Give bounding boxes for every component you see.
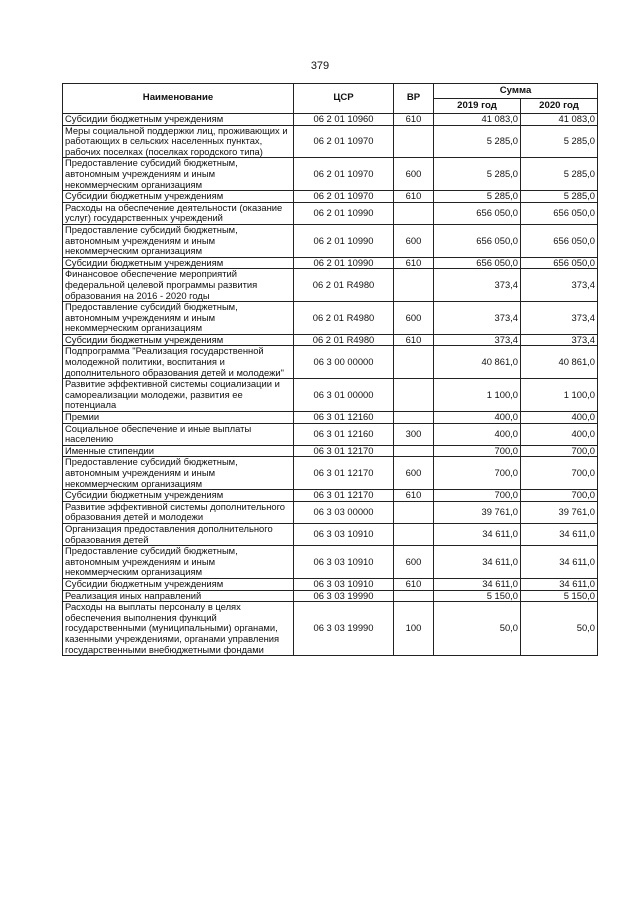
row-csr: 06 2 01 10970	[294, 191, 394, 203]
table-row	[63, 445, 598, 457]
row-csr: 06 3 01 12170	[294, 457, 394, 490]
row-name: Меры социальной поддержки лиц, проживающих и работающих в сельских населенных пунктах, рабочих поселках (поселках городского типа)	[63, 125, 294, 158]
header-2020: 2020 год	[521, 99, 598, 114]
row-csr: 06 2 01 10970	[294, 125, 394, 158]
row-sum-2020: 656 050,0	[521, 202, 598, 224]
row-sum-2020: 5 150,0	[521, 590, 598, 602]
table-row	[63, 457, 598, 490]
row-sum-2020: 656 050,0	[521, 224, 598, 257]
row-name: Предоставление субсидий бюджетным, автономным учреждениям и иным некоммерческим организациям	[63, 546, 294, 579]
row-sum-2019: 373,4	[434, 302, 521, 335]
row-name: Финансовое обеспечение мероприятий федеральной целевой программы развития образования на 2016 - 2020 годы	[63, 269, 294, 302]
table-row	[63, 602, 598, 656]
row-csr: 06 2 01 10990	[294, 257, 394, 269]
row-sum-2019: 5 285,0	[434, 191, 521, 203]
row-name: Расходы на выплаты персоналу в целях обеспечения выполнения функций государственными (муниципальными) органами, казенными учреждениями, органами управления государственными внебюджетными фондами	[63, 602, 294, 656]
row-name: Субсидии бюджетным учреждениям	[63, 191, 294, 203]
row-vr: 600	[394, 546, 434, 579]
row-sum-2019: 5 285,0	[434, 125, 521, 158]
row-sum-2020: 700,0	[521, 457, 598, 490]
row-sum-2020: 700,0	[521, 490, 598, 502]
row-vr	[394, 379, 434, 412]
table-row	[63, 501, 598, 523]
table-row	[63, 523, 598, 545]
row-sum-2020: 5 285,0	[521, 125, 598, 158]
row-name: Именные стипендии	[63, 445, 294, 457]
header-name: Наименование	[63, 84, 294, 114]
table-row	[63, 346, 598, 379]
table-row	[63, 379, 598, 412]
row-vr: 610	[394, 334, 434, 346]
row-sum-2020: 373,4	[521, 269, 598, 302]
row-sum-2019: 400,0	[434, 412, 521, 424]
row-csr: 06 3 01 12170	[294, 445, 394, 457]
row-csr: 06 3 01 00000	[294, 379, 394, 412]
row-name: Расходы на обеспечение деятельности (оказание услуг) государственных учреждений	[63, 202, 294, 224]
table-row	[63, 546, 598, 579]
row-name: Социальное обеспечение и иные выплаты населению	[63, 423, 294, 445]
budget-table	[62, 83, 598, 656]
row-vr	[394, 590, 434, 602]
table-row	[63, 578, 598, 590]
row-vr: 600	[394, 457, 434, 490]
row-vr: 610	[394, 114, 434, 126]
row-sum-2019: 34 611,0	[434, 546, 521, 579]
row-vr	[394, 269, 434, 302]
row-sum-2020: 50,0	[521, 602, 598, 656]
header-2019: 2019 год	[434, 99, 521, 114]
row-csr: 06 3 03 19990	[294, 602, 394, 656]
row-vr: 300	[394, 423, 434, 445]
table-row	[63, 590, 598, 602]
row-sum-2019: 39 761,0	[434, 501, 521, 523]
row-name: Организация предоставления дополнительного образования детей	[63, 523, 294, 545]
row-sum-2019: 700,0	[434, 457, 521, 490]
row-csr: 06 2 01 10970	[294, 158, 394, 191]
row-name: Развитие эффективной системы дополнительного образования детей и молодежи	[63, 501, 294, 523]
table-row	[63, 423, 598, 445]
row-vr	[394, 523, 434, 545]
table-row	[63, 191, 598, 203]
row-sum-2020: 34 611,0	[521, 578, 598, 590]
row-sum-2020: 34 611,0	[521, 546, 598, 579]
row-vr: 610	[394, 191, 434, 203]
table-row	[63, 334, 598, 346]
table-row	[63, 412, 598, 424]
row-csr: 06 3 03 19990	[294, 590, 394, 602]
row-sum-2019: 41 083,0	[434, 114, 521, 126]
row-name: Субсидии бюджетным учреждениям	[63, 257, 294, 269]
row-sum-2019: 40 861,0	[434, 346, 521, 379]
row-sum-2019: 1 100,0	[434, 379, 521, 412]
table-row	[63, 269, 598, 302]
table-row	[63, 302, 598, 335]
row-sum-2019: 34 611,0	[434, 578, 521, 590]
row-sum-2020: 700,0	[521, 445, 598, 457]
row-vr: 600	[394, 224, 434, 257]
table-row	[63, 125, 598, 158]
row-vr: 600	[394, 158, 434, 191]
row-name: Предоставление субсидий бюджетным, автономным учреждениям и иным некоммерческим организациям	[63, 158, 294, 191]
row-csr: 06 3 03 10910	[294, 523, 394, 545]
row-vr: 100	[394, 602, 434, 656]
row-sum-2020: 400,0	[521, 412, 598, 424]
row-vr	[394, 412, 434, 424]
row-sum-2020: 656 050,0	[521, 257, 598, 269]
page-number: 379	[310, 60, 330, 72]
row-vr: 610	[394, 578, 434, 590]
row-csr: 06 3 01 12170	[294, 490, 394, 502]
row-name: Реализация иных направлений	[63, 590, 294, 602]
row-sum-2020: 1 100,0	[521, 379, 598, 412]
row-name: Субсидии бюджетным учреждениям	[63, 334, 294, 346]
row-sum-2019: 656 050,0	[434, 224, 521, 257]
row-csr: 06 2 01 10990	[294, 224, 394, 257]
header-vr: ВР	[394, 84, 434, 114]
row-name: Предоставление субсидий бюджетным, автономным учреждениям и иным некоммерческим организациям	[63, 457, 294, 490]
row-name: Предоставление субсидий бюджетным, автономным учреждениям и иным некоммерческим организациям	[63, 224, 294, 257]
row-csr: 06 2 01 10990	[294, 202, 394, 224]
row-sum-2019: 700,0	[434, 490, 521, 502]
row-name: Субсидии бюджетным учреждениям	[63, 578, 294, 590]
row-csr: 06 2 01 R4980	[294, 334, 394, 346]
row-sum-2019: 50,0	[434, 602, 521, 656]
row-sum-2019: 656 050,0	[434, 257, 521, 269]
row-sum-2019: 34 611,0	[434, 523, 521, 545]
row-csr: 06 3 00 00000	[294, 346, 394, 379]
row-vr	[394, 125, 434, 158]
row-csr: 06 3 01 12160	[294, 423, 394, 445]
table-row	[63, 490, 598, 502]
row-sum-2019: 5 150,0	[434, 590, 521, 602]
row-sum-2019: 700,0	[434, 445, 521, 457]
row-name: Субсидии бюджетным учреждениям	[63, 114, 294, 126]
table-row	[63, 114, 598, 126]
row-vr	[394, 346, 434, 379]
row-name: Развитие эффективной системы социализации и самореализации молодежи, развития ее потенциала	[63, 379, 294, 412]
row-csr: 06 2 01 R4980	[294, 269, 394, 302]
row-csr: 06 3 03 10910	[294, 578, 394, 590]
row-csr: 06 3 03 10910	[294, 546, 394, 579]
row-csr: 06 3 03 00000	[294, 501, 394, 523]
row-sum-2020: 41 083,0	[521, 114, 598, 126]
row-vr	[394, 445, 434, 457]
row-name: Субсидии бюджетным учреждениям	[63, 490, 294, 502]
row-vr: 610	[394, 257, 434, 269]
row-sum-2020: 39 761,0	[521, 501, 598, 523]
row-vr	[394, 202, 434, 224]
row-sum-2020: 400,0	[521, 423, 598, 445]
row-csr: 06 2 01 10960	[294, 114, 394, 126]
row-sum-2020: 34 611,0	[521, 523, 598, 545]
row-csr: 06 2 01 R4980	[294, 302, 394, 335]
row-name: Премии	[63, 412, 294, 424]
table-row	[63, 224, 598, 257]
table-row	[63, 158, 598, 191]
row-sum-2020: 373,4	[521, 334, 598, 346]
row-vr	[394, 501, 434, 523]
row-vr: 610	[394, 490, 434, 502]
row-vr: 600	[394, 302, 434, 335]
row-sum-2020: 5 285,0	[521, 158, 598, 191]
row-sum-2020: 5 285,0	[521, 191, 598, 203]
row-sum-2019: 373,4	[434, 269, 521, 302]
table-row	[63, 257, 598, 269]
row-name: Подпрограмма "Реализация государственной молодежной политики, воспитания и дополнительного образования детей и молодежи"	[63, 346, 294, 379]
row-sum-2019: 400,0	[434, 423, 521, 445]
row-sum-2020: 373,4	[521, 302, 598, 335]
table-row	[63, 202, 598, 224]
header-csr: ЦСР	[294, 84, 394, 114]
row-sum-2019: 656 050,0	[434, 202, 521, 224]
header-sum: Сумма	[434, 84, 598, 99]
row-csr: 06 3 01 12160	[294, 412, 394, 424]
row-sum-2019: 373,4	[434, 334, 521, 346]
row-sum-2019: 5 285,0	[434, 158, 521, 191]
row-name: Предоставление субсидий бюджетным, автономным учреждениям и иным некоммерческим организациям	[63, 302, 294, 335]
row-sum-2020: 40 861,0	[521, 346, 598, 379]
